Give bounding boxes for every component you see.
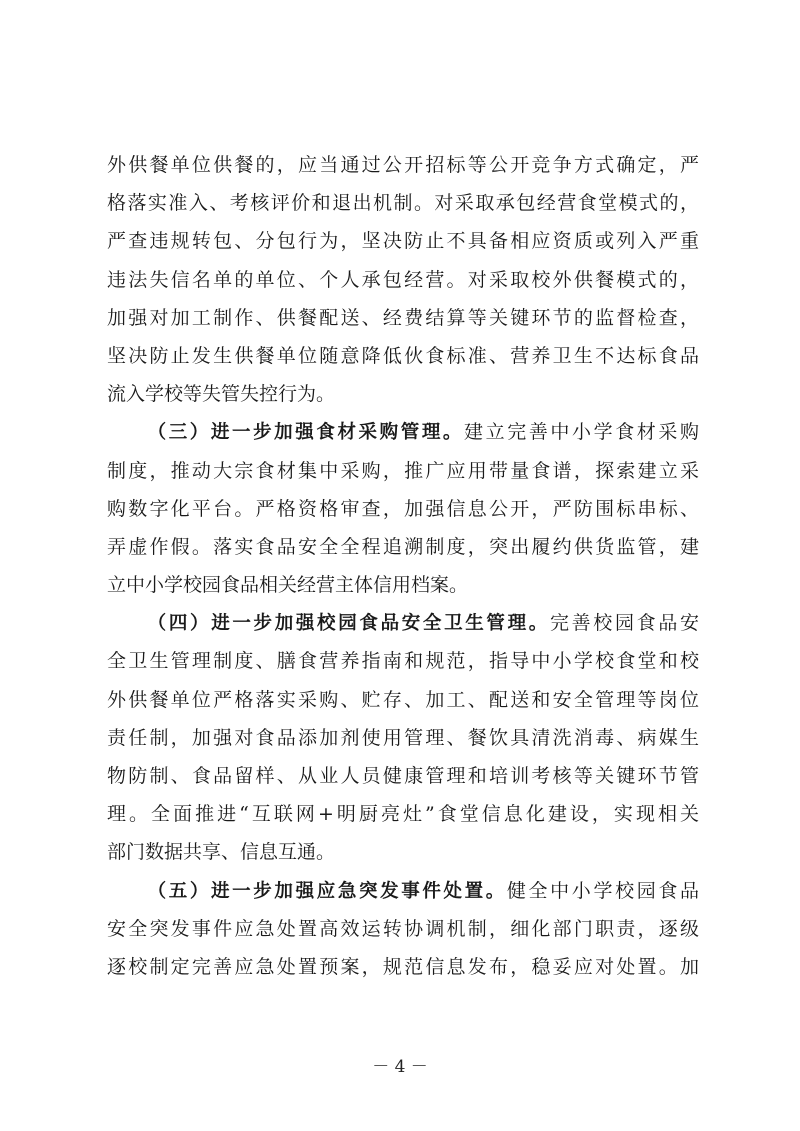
text-line	[107, 184, 699, 222]
line-text: 坚决防止发生供餐单位随意降低伙食标准、营养卫生不达标食品	[107, 344, 699, 367]
text-line	[107, 490, 699, 528]
line-text: 理。全面推进“互联网+明厨亮灶”食堂信息化建设，实现相关	[107, 803, 699, 826]
text-line	[107, 337, 699, 375]
text-line	[107, 757, 699, 795]
text-line	[107, 833, 699, 871]
line-text: 违法失信名单的单位、个人承包经营。对采取校外供餐模式的，	[107, 268, 699, 291]
line-text: 完善校园食品安	[549, 612, 699, 635]
line-text: 格落实准入、考核评价和退出机制。对采取承包经营食堂模式的，	[107, 192, 699, 215]
text-line	[107, 566, 699, 604]
section-heading-line	[107, 604, 699, 642]
text-line	[107, 528, 699, 566]
page-number: － 4 －	[372, 1057, 428, 1077]
line-text: 外供餐单位严格落实采购、贮存、加工、配送和安全管理等岗位	[107, 688, 699, 711]
line-text: 安全突发事件应急处置高效运转协调机制，细化部门职责，逐级	[107, 917, 699, 940]
line-text: 弄虚作假。落实食品安全全程追溯制度，突出履约供货监管，建	[107, 535, 699, 558]
text-line	[107, 948, 699, 986]
line-text: 健全中小学校园食品	[506, 879, 699, 902]
line-text: 立中小学校园食品相关经营主体信用档案。	[107, 574, 469, 597]
document-body	[107, 146, 699, 986]
section-heading: （四）进一步加强校园食品安全卫生管理。	[145, 613, 550, 635]
line-text: 外供餐单位供餐的，应当通过公开招标等公开竞争方式确定，严	[107, 154, 699, 176]
text-line	[107, 222, 699, 260]
text-line	[107, 261, 699, 299]
section-heading: （五）进一步加强应急突发事件处置。	[145, 880, 507, 902]
text-line	[107, 795, 699, 833]
text-line	[107, 910, 699, 948]
line-text: 购数字化平台。严格资格审查，加强信息公开，严防围标串标、	[107, 497, 699, 520]
line-text: 严查违规转包、分包行为，坚决防止不具备相应资质或列入严重	[107, 230, 699, 253]
line-text: 部门数据共享、信息互通。	[107, 841, 336, 864]
text-line	[107, 681, 699, 719]
line-text: 物防制、食品留样、从业人员健康管理和培训考核等关键环节管	[107, 765, 699, 787]
text-line	[107, 452, 699, 490]
line-text: 加强对加工制作、供餐配送、经费结算等关键环节的监督检查，	[107, 306, 699, 329]
text-line	[107, 299, 699, 337]
text-line	[107, 146, 699, 184]
text-line	[107, 375, 699, 413]
line-text: 责任制，加强对食品添加剂使用管理、餐饮具清洗消毒、病媒生	[107, 726, 699, 749]
line-text: 流入学校等失管失控行为。	[107, 383, 336, 406]
section-heading-line	[107, 413, 699, 451]
section-heading: （三）进一步加强食材采购管理。	[145, 422, 465, 444]
text-line	[107, 642, 699, 680]
line-text: 逐校制定完善应急处置预案，规范信息发布，稳妥应对处置。加	[107, 955, 699, 978]
section-heading-line	[107, 872, 699, 910]
line-text: 全卫生管理制度、膳食营养指南和规范，指导中小学校食堂和校	[107, 650, 699, 673]
line-text: 建立完善中小学食材采购	[464, 421, 699, 444]
line-text: 制度，推动大宗食材集中采购，推广应用带量食谱，探索建立采	[107, 459, 699, 482]
text-line	[107, 719, 699, 757]
